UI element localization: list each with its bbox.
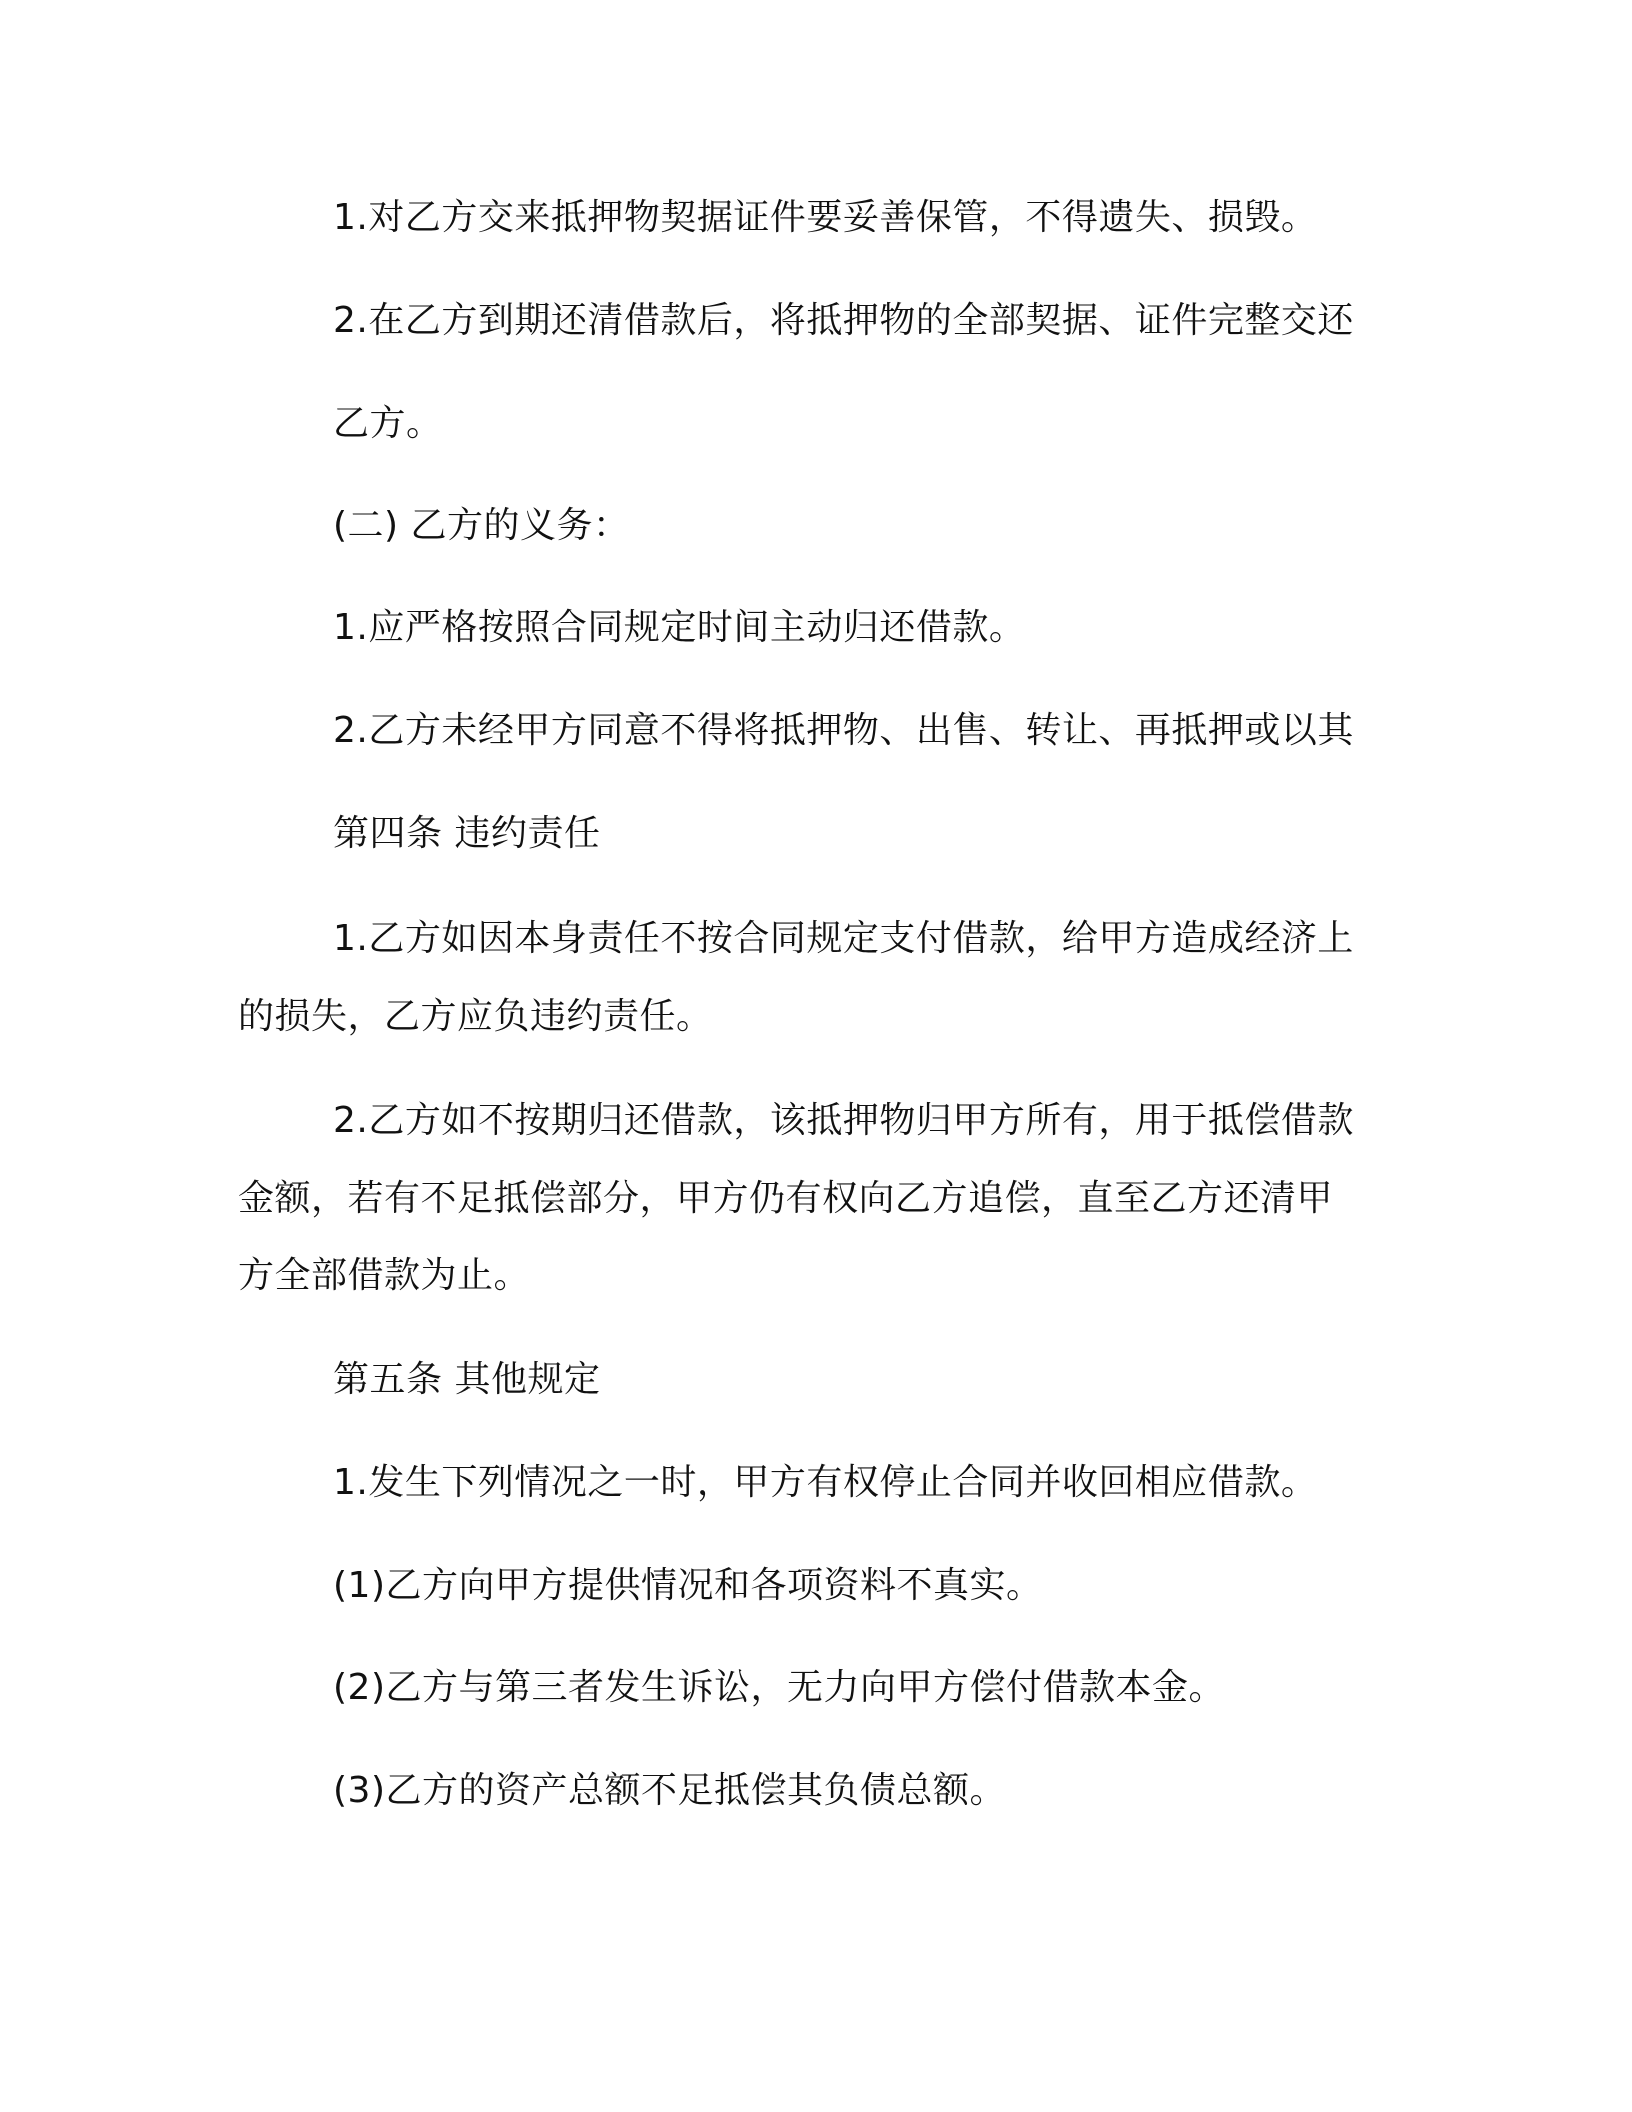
duty-item-1: 1.应严格按照合同规定时间主动归还借款。 [333,607,1026,648]
duty-item-2: 2.乙方未经甲方同意不得将抵押物、出售、转让、再抵押或以其 [333,710,1354,751]
breach-item-2-cont-2: 方全部借款为止。 [238,1255,531,1296]
case-item-3: (3)乙方的资产总额不足抵偿其负债总额。 [333,1770,1006,1811]
other-item-1: 1.发生下列情况之一时，甲方有权停止合同并收回相应借款。 [333,1462,1318,1503]
breach-item-1-cont: 的损失，乙方应负违约责任。 [238,996,713,1037]
obligation-item-1: 1.对乙方交来抵押物契据证件要妥善保管，不得遗失、损毁。 [333,197,1318,238]
case-item-2: (2)乙方与第三者发生诉讼，无力向甲方偿付借款本金。 [333,1667,1225,1708]
obligation-item-2: 2.在乙方到期还清借款后，将抵押物的全部契据、证件完整交还 [333,300,1354,341]
breach-item-2-cont-1: 金额，若有不足抵偿部分，甲方仍有权向乙方追偿，直至乙方还清甲 [238,1178,1334,1219]
case-item-1: (1)乙方向甲方提供情况和各项资料不真实。 [333,1565,1043,1606]
breach-item-1: 1.乙方如因本身责任不按合同规定支付借款，给甲方造成经济上 [333,918,1354,959]
obligation-item-2-cont: 乙方。 [333,403,443,444]
article-4-heading: 第四条 违约责任 [333,813,601,854]
section-heading-party-b-duties: (二) 乙方的义务： [333,505,630,546]
breach-item-2: 2.乙方如不按期归还借款，该抵押物归甲方所有，用于抵偿借款 [333,1100,1354,1141]
article-5-heading: 第五条 其他规定 [333,1359,601,1400]
